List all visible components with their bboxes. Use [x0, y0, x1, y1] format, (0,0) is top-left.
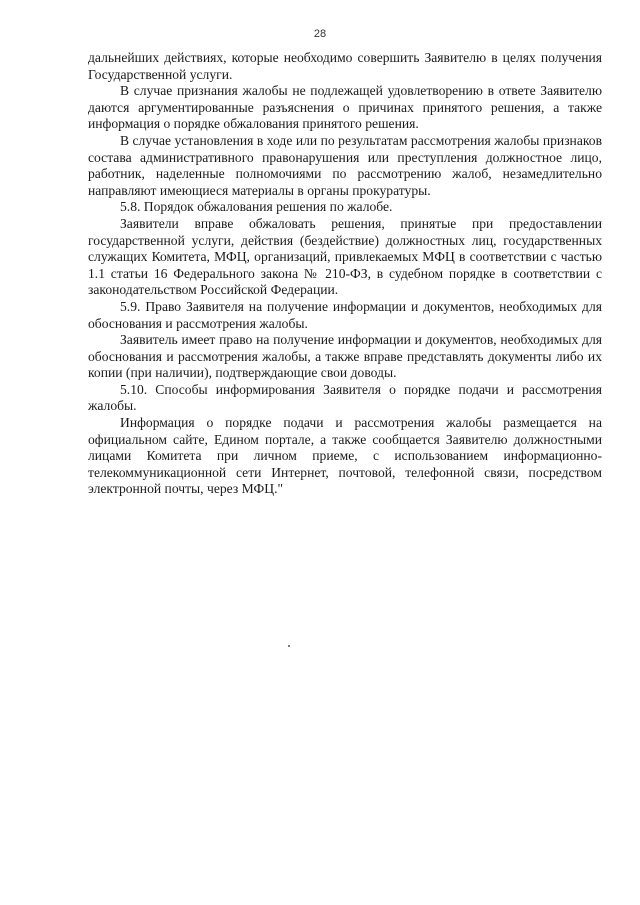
- paragraph-right-to-information: Заявитель имеет право на получение информации и документов, необходимых для обоснования и рассмотрения жалобы, а также вправе представлять документы либо их копии (при наличии), подтверждающие свои доводы.: [88, 332, 602, 381]
- section-heading-5-9: 5.9. Право Заявителя на получение информации и документов, необходимых для обоснования и рассмотрения жалобы.: [88, 298, 602, 331]
- paragraph-information-methods: Информация о порядке подачи и рассмотрения жалобы размещается на официальном сайте, Едином портале, а также сообщается Заявителю должностными лицами Комитета при личном приеме, с использованием информационно-телекоммуникационной сети Интернет, почтовой, телефонной связи, посредством электронной почты, через МФЦ.": [88, 415, 602, 497]
- paragraph-offense-signs: В случае установления в ходе или по результатам рассмотрения жалобы признаков состава административного правонарушения или преступления должностное лицо, работник, наделенные полномочиями по рассмотрению жалоб, незамедлительно направляют имеющиеся материалы в органы прокуратуры.: [88, 132, 602, 198]
- paragraph-appeal-court: Заявители вправе обжаловать решения, принятые при предоставлении государственной услуги, действия (бездействие) должностных лиц, государственных служащих Комитета, МФЦ, организаций, привлекаемых МФЦ в соответствии с частью 1.1 статьи 16 Федерального закона № 210-ФЗ, в судебном порядке в соответствии с законодательством Российской Федерации.: [88, 215, 602, 298]
- paragraph-continuation: дальнейших действиях, которые необходимо совершить Заявителю в целях получения Государственной услуги.: [88, 50, 602, 82]
- paragraph-rejection-answer: В случае признания жалобы не подлежащей удовлетворению в ответе Заявителю даются аргументированные разъяснения о причинах принятого решения, а также информация о порядке обжалования принятого решения.: [88, 83, 602, 132]
- section-heading-5-8: 5.8. Порядок обжалования решения по жалобе.: [120, 199, 393, 215]
- page-number: 28: [313, 28, 327, 40]
- document-body: [88, 50, 602, 498]
- section-heading-5-10: 5.10. Способы информирования Заявителя о порядке подачи и рассмотрения жалобы.: [88, 381, 602, 414]
- scan-speck: [288, 645, 290, 647]
